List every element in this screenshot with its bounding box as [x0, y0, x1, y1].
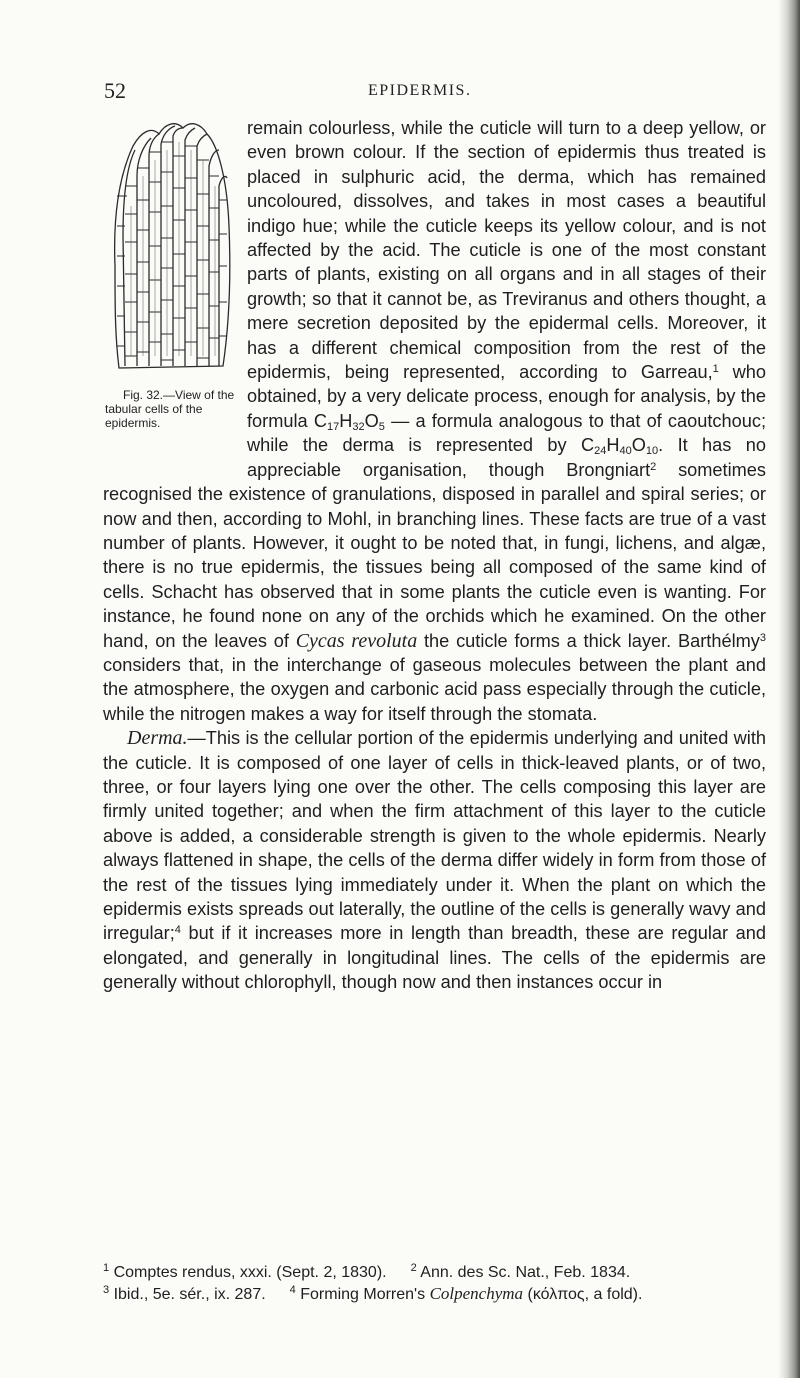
- subscript: 40: [619, 445, 632, 458]
- footnote-number: 1: [103, 1262, 110, 1274]
- italic-heading: Derma.: [127, 727, 188, 750]
- figure-label: Fig. 32.: [123, 388, 164, 402]
- text-run: but if it increases more in length than breadth, these are regular and elongated, and generally in longitudinal lines. The cells of the epidermis are generally without chlorophyll, though now and then instances occur in: [103, 923, 766, 993]
- footnote-row: [103, 1262, 766, 1283]
- text-run: remain colourless, while the cuticle will turn to a deep yellow, or even brown colour. If the section of epidermis thus treated is placed in sulphuric acid, the derma, which has remained uncoloured, dissolves, and takes in most cases a beautiful indigo hue; while the cuticle keeps its yellow colour, and is not affected by the acid. The cuticle is one of the most constant parts of plants, existing on all organs and in all stages of their growth; so that it cannot be, as Treviranus and others thought, a mere secretion deposited by the epidermal cells. Moreover, it has a different chemical composition from the rest of the epidermis, being represented, according to Garreau,: [247, 118, 766, 383]
- footnote-text: Comptes rendus, xxxi. (Sept. 2, 1830).: [113, 1264, 387, 1281]
- footnote-ref: 1: [712, 363, 719, 376]
- running-head: EPIDERMIS.: [368, 82, 472, 99]
- footnote-ref: 3: [759, 631, 766, 644]
- epidermis-cells-illustration: [103, 116, 239, 386]
- footnote-number: 4: [289, 1284, 296, 1296]
- figure-caption-text: —View of the tabular cells of the epidermis.: [105, 388, 235, 430]
- footnotes: [103, 1262, 766, 1305]
- footnote-number: 3: [103, 1284, 110, 1296]
- text-run: . It has no appreciable organisation, though Brongniart: [247, 435, 766, 480]
- figure-32: [103, 116, 241, 460]
- footnote-text: (κόλπος, a fold).: [523, 1286, 643, 1303]
- paragraph-derma: [103, 726, 766, 994]
- text-run: O: [364, 410, 379, 431]
- footnote-number: 2: [410, 1262, 417, 1274]
- page-header: [0, 78, 800, 108]
- footnote-text: Forming Morren's: [300, 1286, 430, 1303]
- page-number: 52: [104, 78, 126, 103]
- italic-term: Cycas revoluta: [295, 629, 418, 652]
- italic-term: Colpenchyma: [429, 1284, 524, 1303]
- subscript: 17: [326, 420, 340, 433]
- subscript: 5: [378, 420, 385, 433]
- figure-caption: [103, 388, 241, 430]
- text-run: — a formula analogous to that of caoutchouc; while the derma is represented by C: [247, 410, 766, 456]
- text-run: H: [606, 435, 620, 456]
- page-edge-shadow: [778, 0, 800, 1378]
- text-run: considers that, in the interchange of gaseous molecules between the plant and the atmosphere, the oxygen and carbonic acid pass especially through the cuticle, while the nitrogen makes a way for itself through the stomata.: [103, 654, 766, 724]
- footnote-text: Ibid., 5e. sér., ix. 287.: [113, 1286, 266, 1303]
- subscript: 10: [645, 445, 659, 458]
- footnote-row: [103, 1283, 766, 1305]
- footnote-text: Ann. des Sc. Nat., Feb. 1834.: [420, 1264, 631, 1281]
- body-text: [103, 116, 766, 995]
- footnote-ref: 2: [650, 460, 657, 473]
- text-run: sometimes recognised the existence of granulations, disposed in parallel and spiral series; or now and then, according to Mohl, in branching lines. These facts are true of a vast number of plants. However, it ought to be noted that, in fungi, lichens, and algæ, there is no true epidermis, the tissues being all composed of the same kind of cells. Schacht has observed that in some plants the cuticle even is wanting. For instance, he found none on any of the orchids which he examined. On the other hand, on the leaves of: [103, 459, 766, 651]
- subscript: 24: [594, 445, 607, 458]
- text-run: —This is the cellular portion of the epidermis underlying and united with the cuticle. It is composed of one layer of cells in thick-leaved plants, or of two, three, or four layers lying one over the other. The cells composing this layer are firmly united together; and when the firm attachment of this layer to the cuticle above is added, a considerable strength is given to the whole epidermis. Nearly always flattened in shape, the cells of the derma differ widely in form from those of the rest of the tissues lying immediately under it. When the plant on which the epidermis exists spreads out laterally, the outline of the cells is generally wavy and irregular;: [103, 728, 766, 944]
- text-run: who obtained, by a very delicate process, enough for analysis, by the formula C: [247, 362, 766, 431]
- text-run: H: [339, 410, 353, 431]
- text-run: the cuticle forms a thick layer. Barthélmy: [417, 630, 760, 651]
- text-run: O: [631, 435, 646, 456]
- subscript: 32: [352, 420, 365, 433]
- footnote-ref: 4: [174, 924, 181, 937]
